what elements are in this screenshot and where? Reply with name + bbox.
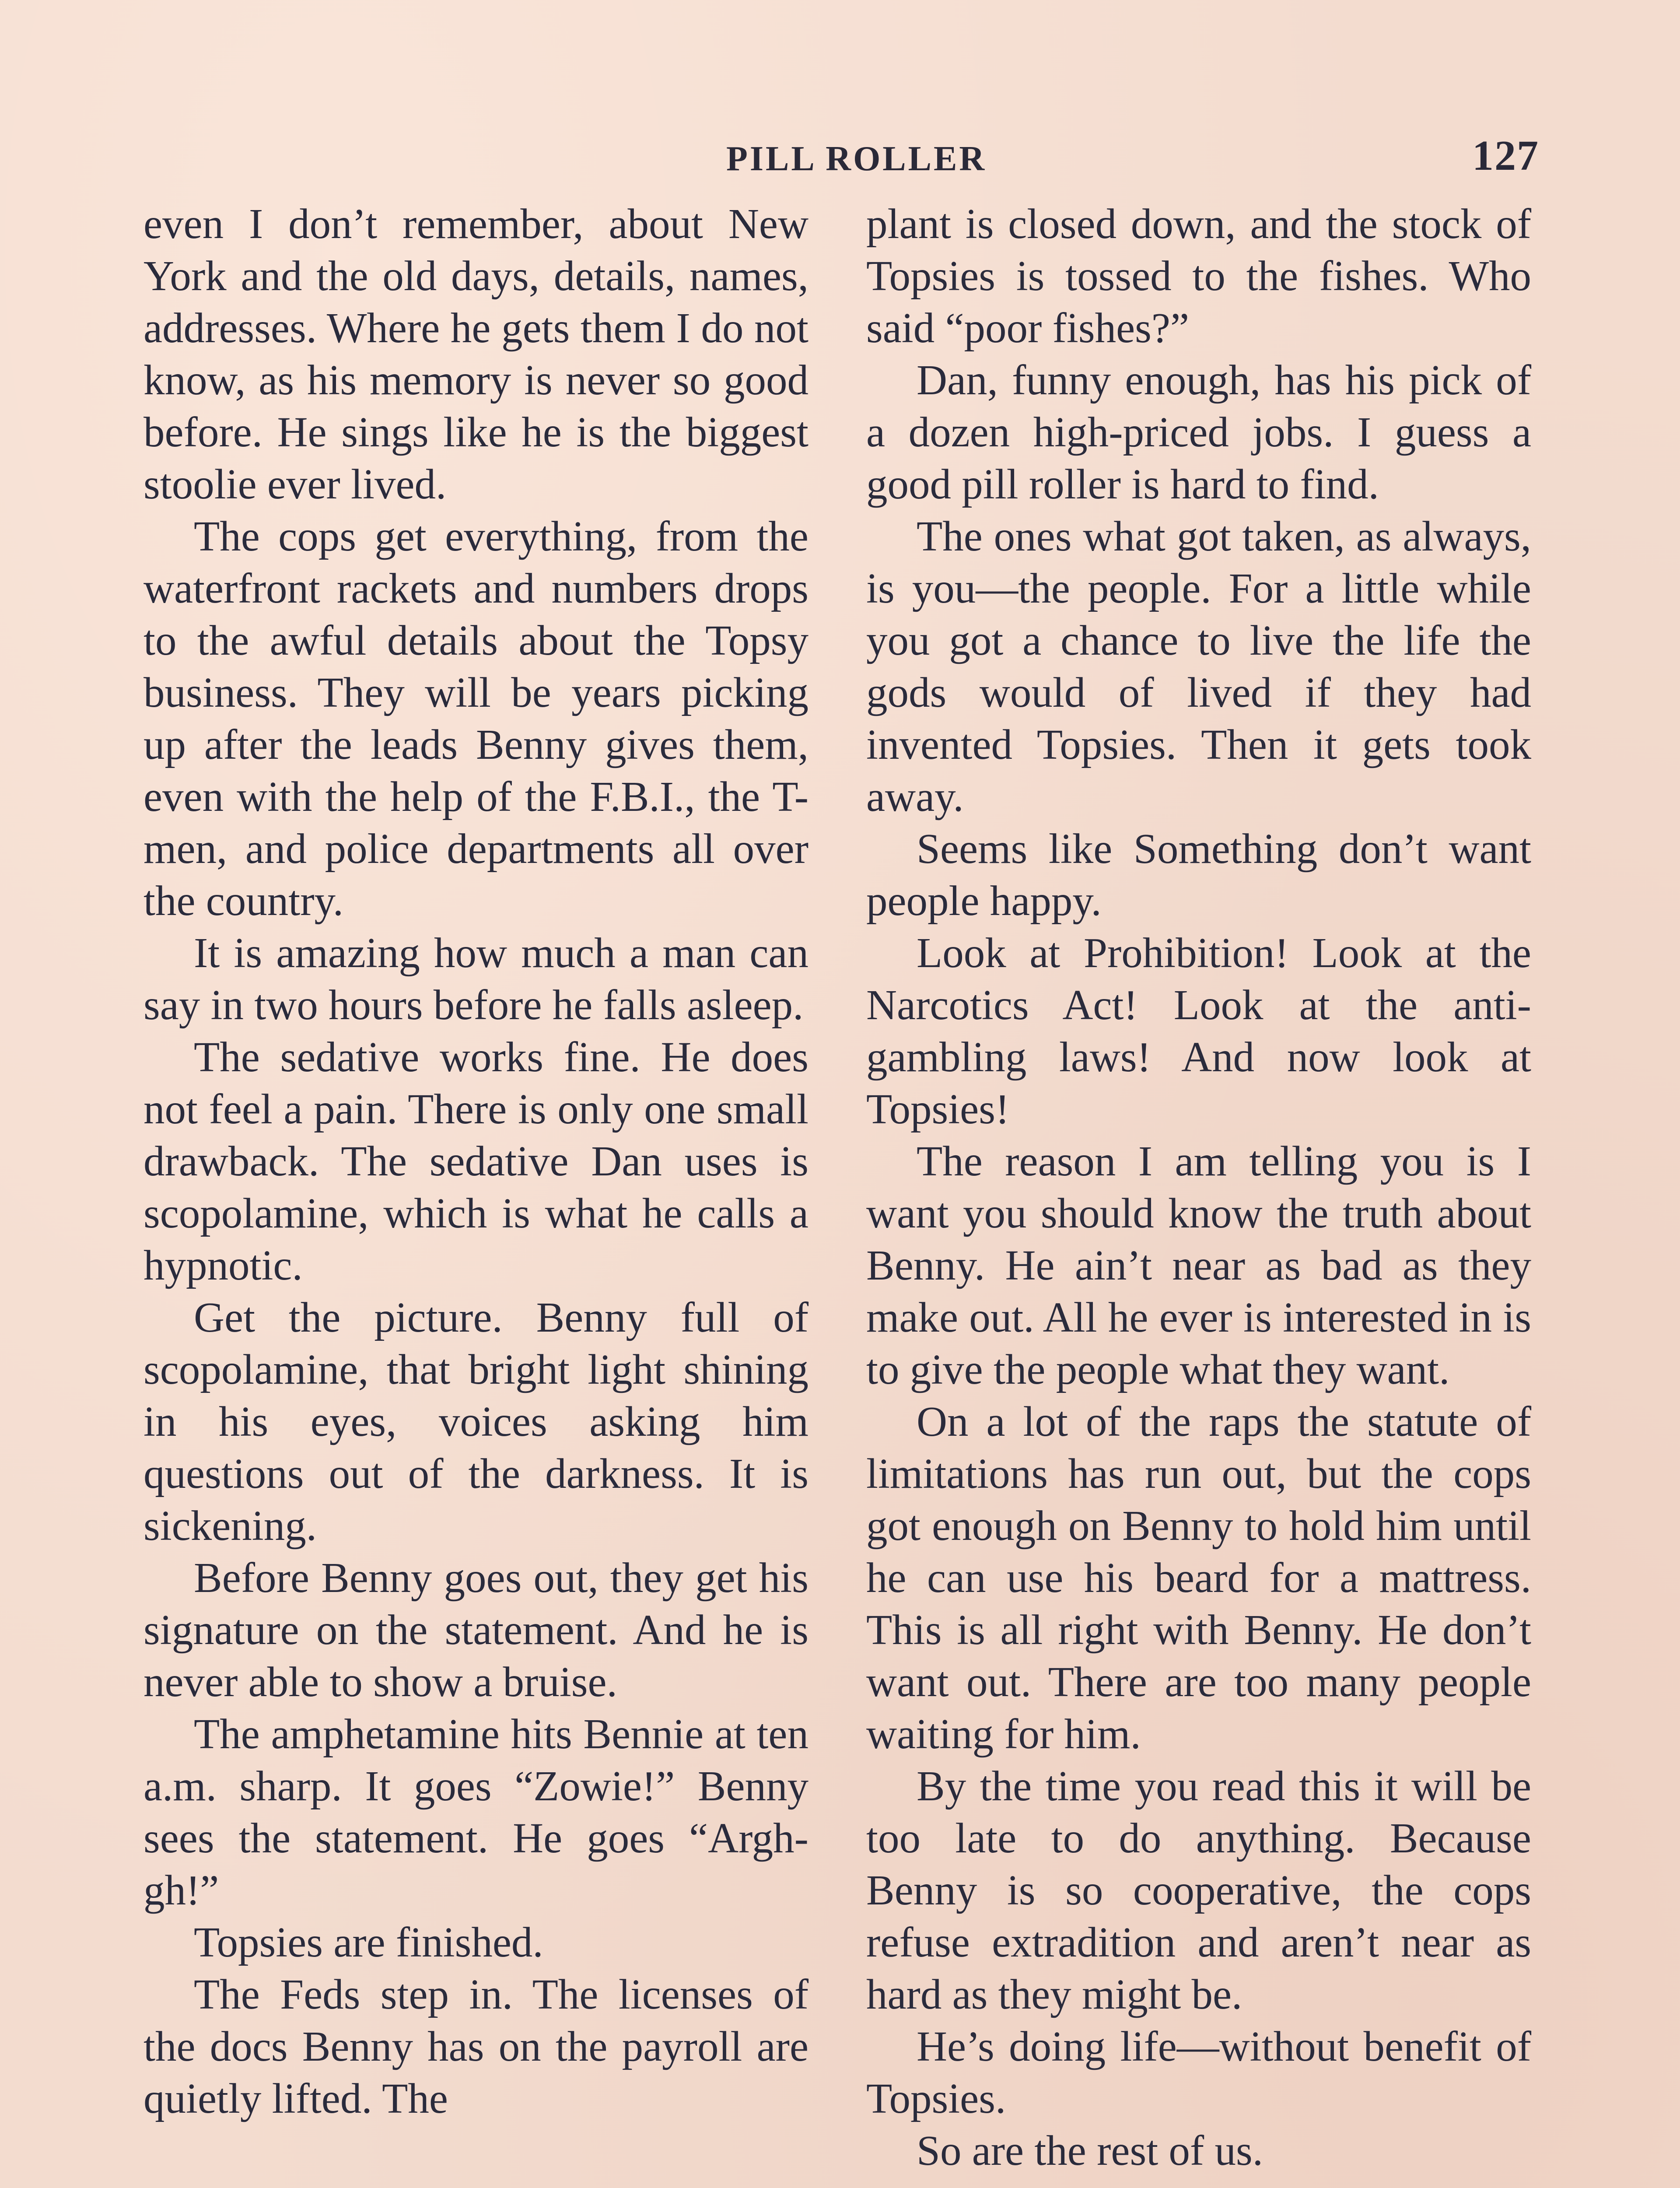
paragraph: By the time you read this it will be too late to do anything. Because Benny is so cooperative, the cops refuse extradition and aren’t near as hard as they might be. <box>866 1763 1531 2018</box>
left-column <box>144 198 808 2125</box>
paragraph: The Feds step in. The licenses of the docs Benny has on the payroll are quietly lifted. The <box>144 1971 808 2122</box>
paragraph: Get the picture. Benny full of scopolamine, that bright light shining in his eyes, voices asking him questions out of the darkness. It is sickening. <box>144 1294 808 1549</box>
paragraph: On a lot of the raps the statute of limitations has run out, but the cops got enough on Benny to hold him until he can use his beard for a mattress. This is all right with Benny. He don’t want out. There are too many people waiting for him. <box>866 1398 1531 1757</box>
paragraph: The amphetamine hits Bennie at ten a.m. sharp. It goes “Zowie!” Benny sees the statement. He goes “Argh-gh!” <box>144 1711 808 1914</box>
paragraph: It is amazing how much a man can say in two hours before he falls asleep. <box>144 929 808 1028</box>
running-title: PILL ROLLER <box>726 140 987 178</box>
paragraph: Seems like Something don’t want people happy. <box>866 825 1531 924</box>
paragraph: even I don’t remember, about New York and the old days, details, names, addresses. Where he gets them I do not know, as his memory is never so good before. He sings like he is the biggest stoolie ever lived. <box>144 200 808 508</box>
paragraph: The ones what got taken, as always, is you—the people. For a little while you got a chance to live the life the gods would of lived if they had invented Topsies. Then it gets took away. <box>866 513 1531 820</box>
paragraph: Before Benny goes out, they get his signature on the statement. And he is never able to show a bruise. <box>144 1554 808 1705</box>
paragraph: The sedative works fine. He does not feel a pain. There is only one small drawback. The sedative Dan uses is scopolamine, which is what he calls a hypnotic. <box>144 1034 808 1289</box>
paragraph: plant is closed down, and the stock of Topsies is tossed to the fishes. Who said “poor fishes?” <box>866 200 1531 351</box>
right-column <box>866 198 1531 2177</box>
paragraph: Look at Prohibition! Look at the Narcotics Act! Look at the anti-gambling laws! And now look at Topsies! <box>866 929 1531 1133</box>
page-number: 127 <box>1472 132 1539 179</box>
paragraph: The reason I am telling you is I want you should know the truth about Benny. He ain’t near as bad as they make out. All he ever is interested in is to give the people what they want. <box>866 1138 1531 1393</box>
paragraph: Topsies are finished. <box>194 1919 543 1966</box>
paragraph: Dan, funny enough, has his pick of a dozen high-priced jobs. I guess a good pill roller is hard to find. <box>866 357 1531 508</box>
paragraph: So are the rest of us. <box>917 2127 1263 2174</box>
paragraph: The cops get everything, from the waterfront rackets and numbers drops to the awful details about the Topsy business. They will be years picking up after the leads Benny gives them, even with the help of the F.B.I., the T-men, and police departments all over the country. <box>144 513 808 924</box>
paragraph: He’s doing life—without benefit of Topsies. <box>866 2023 1531 2122</box>
